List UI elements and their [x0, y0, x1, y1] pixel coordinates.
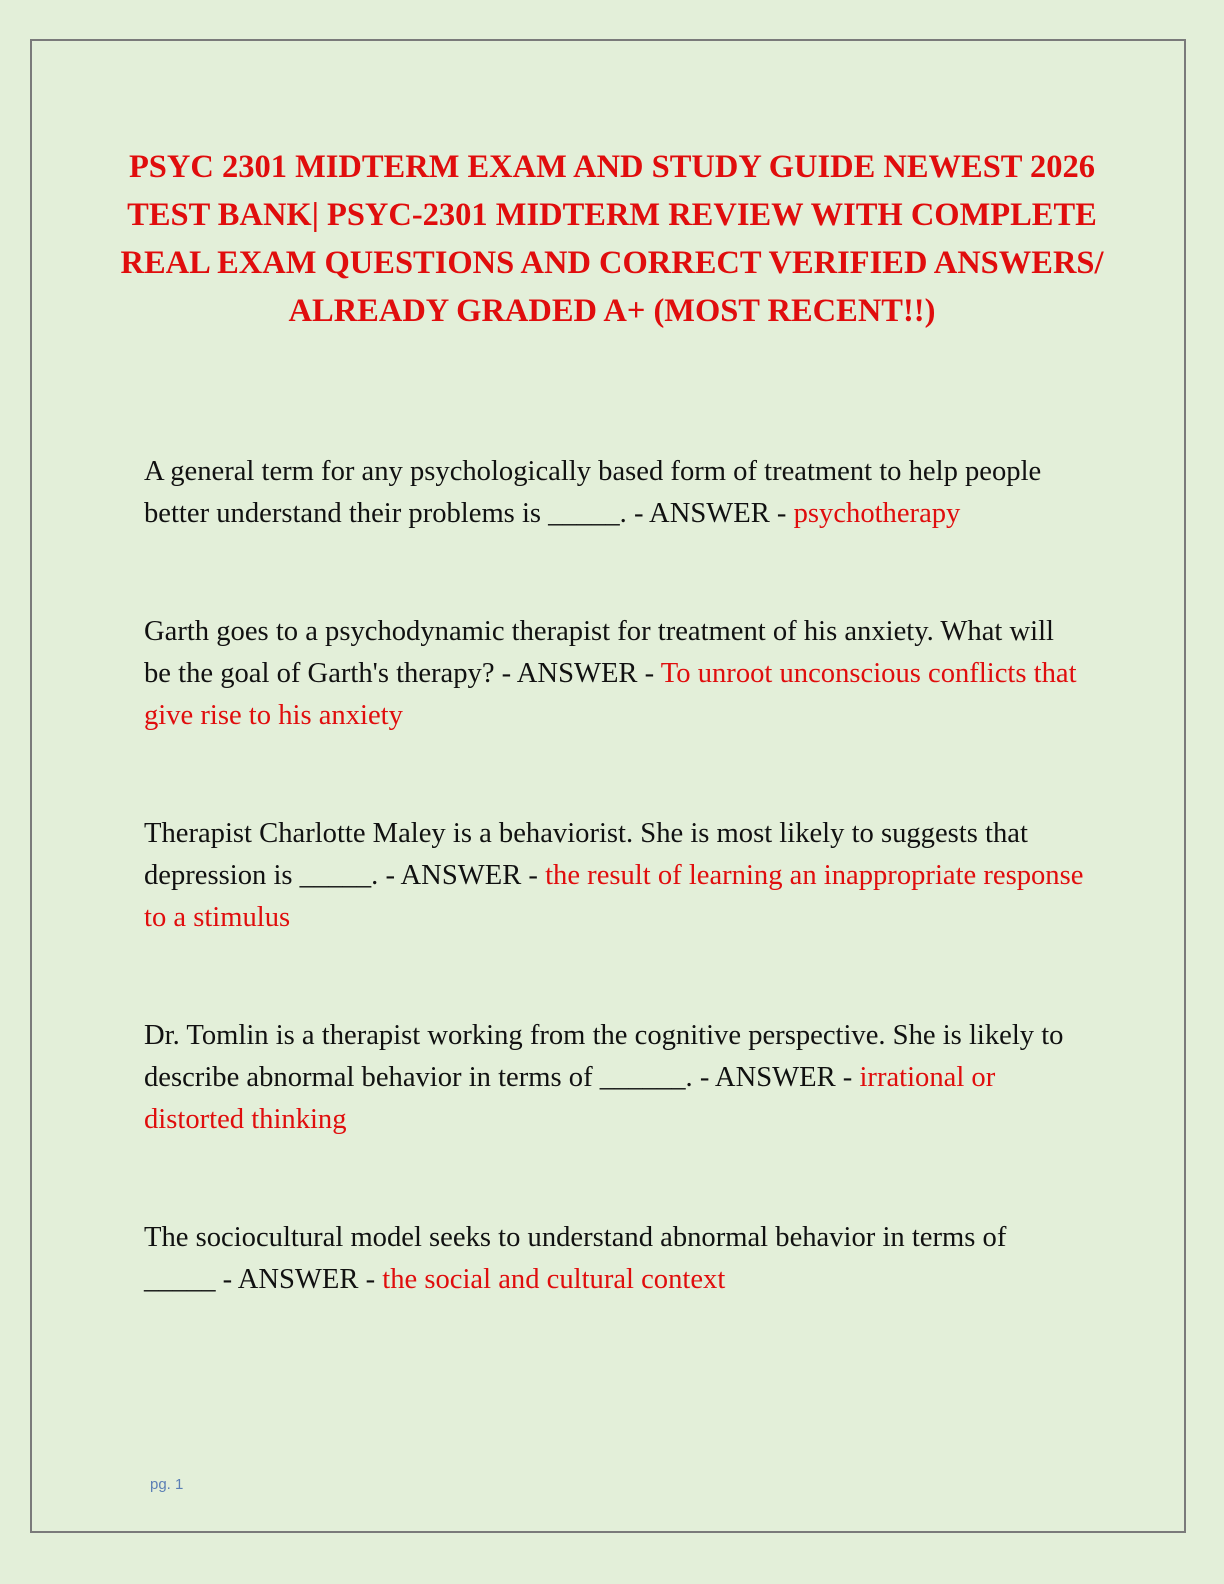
question-item [144, 813, 1084, 939]
page-number: pg. 1 [150, 1476, 184, 1493]
question-item [144, 1217, 1084, 1301]
question-item [144, 611, 1084, 737]
question-item [144, 451, 1084, 535]
question-text: The sociocultural model seeks to understand abnormal behavior in terms of _____ - ANSWER - [144, 1222, 1007, 1295]
question-text: Dr. Tomlin is a therapist working from the cognitive perspective. She is likely to describe abnormal behavior in terms of ______. - ANSWER - [144, 1020, 1064, 1093]
question-text: Garth goes to a psychodynamic therapist for treatment of his anxiety. What will be the goal of Garth's therapy? - ANSWER - [144, 616, 1054, 689]
answer-text: psychotherapy [793, 498, 961, 529]
answer-text: To unroot unconscious conflicts that give rise to his anxiety [144, 658, 1077, 731]
answer-text: the social and cultural context [382, 1264, 726, 1295]
answer-text: irrational or distorted thinking [144, 1062, 996, 1135]
question-text: A general term for any psychologically based form of treatment to help people better understand their problems is _____. - ANSWER - [144, 456, 1042, 529]
document-title: PSYC 2301 MIDTERM EXAM AND STUDY GUIDE NEWEST 2026 TEST BANK| PSYC-2301 MIDTERM REVIEW WITH COMPLETE REAL EXAM QUESTIONS AND CORRECT VERIFIED ANSWERS/ ALREADY GRADED A+ (MOST RECENT!!) [120, 149, 1104, 329]
question-list [144, 451, 1084, 1301]
question-item [144, 1015, 1084, 1141]
question-text: Therapist Charlotte Maley is a behaviorist. She is most likely to suggests that depression is _____. - ANSWER - [144, 818, 1028, 891]
answer-text: the result of learning an inappropriate response to a stimulus [144, 860, 1084, 933]
